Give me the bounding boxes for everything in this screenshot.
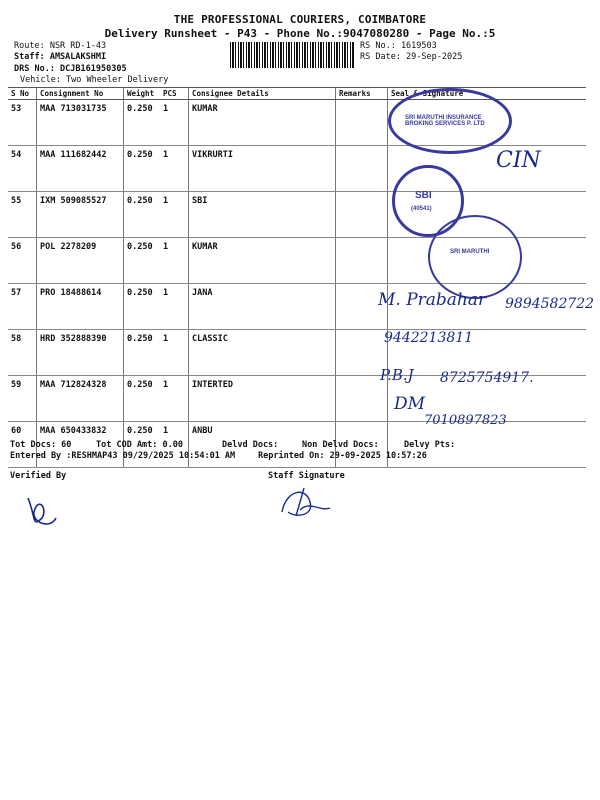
serial-number: 54 — [8, 146, 37, 192]
weight-value: 0.250 — [124, 146, 161, 192]
consignment-number: MAA 712824328 — [37, 376, 124, 422]
column-header: Seal & Signature — [388, 88, 587, 100]
consignment-number: IXM 509085527 — [37, 192, 124, 238]
pieces-count: 1 — [160, 330, 189, 376]
non-delivered-docs: Non Delvd Docs: — [302, 440, 379, 450]
handwritten-signature: M. Prabahar — [378, 290, 487, 310]
serial-number: 57 — [8, 284, 37, 330]
delivered-docs: Delvd Docs: — [222, 440, 279, 450]
verified-by-label: Verified By — [10, 471, 67, 481]
consignment-number: MAA 650433832 — [37, 422, 124, 468]
serial-number: 59 — [8, 376, 37, 422]
serial-number: 58 — [8, 330, 37, 376]
pieces-count: 1 — [160, 146, 189, 192]
pieces-count: 1 — [160, 192, 189, 238]
handwritten-signature: DM — [394, 394, 426, 414]
weight-value: 0.250 — [124, 376, 161, 422]
stamp-text: SRI MARUTHI — [450, 249, 490, 255]
consignee-name: CLASSIC — [189, 330, 336, 376]
handwritten-phone: 9894582722 — [505, 296, 595, 312]
weight-value: 0.250 — [124, 192, 161, 238]
rs-date: RS Date: 29-Sep-2025 — [360, 52, 463, 62]
consignment-number: MAA 111682442 — [37, 146, 124, 192]
pieces-count: 1 — [160, 100, 189, 146]
runsheet-subtitle: Delivery Runsheet - P43 - Phone No.:9047080280 - Page No.:5 — [104, 27, 496, 40]
pieces-count: 1 — [160, 238, 189, 284]
weight-value: 0.250 — [124, 284, 161, 330]
column-header: Weight — [124, 88, 161, 100]
consignment-number: PRO 18488614 — [37, 284, 124, 330]
serial-number: 53 — [8, 100, 37, 146]
handwritten-signature: P.B.J — [380, 366, 414, 384]
barcode-image — [230, 42, 355, 68]
staff-info: Staff: AMSALAKSHMI — [14, 52, 107, 62]
consignee-name: ANBU — [189, 422, 336, 468]
serial-number: 56 — [8, 238, 37, 284]
total-docs: Tot Docs: 60 — [10, 440, 72, 450]
drs-info: DRS No.: DCJB161950305 — [14, 64, 127, 74]
total-cod-amount: Tot COD Amt: 0.00 — [96, 440, 183, 450]
consignment-number: MAA 713031735 — [37, 100, 124, 146]
pieces-count: 1 — [160, 376, 189, 422]
column-header: S No — [8, 88, 37, 100]
table-header-row — [8, 88, 586, 100]
stamp-text: SRI MARUTHI INSURANCE BROKING SERVICES P. LTD — [405, 115, 485, 127]
consignee-name: VIKRURTI — [189, 146, 336, 192]
remarks-cell — [336, 100, 388, 146]
remarks-cell — [336, 192, 388, 238]
route-info: Route: NSR RD-1-43 — [14, 41, 107, 51]
company-seal-stamp — [388, 88, 512, 154]
entered-by: Entered By :RESHMAP43 09/29/2025 10:54:01 AM — [10, 451, 236, 461]
column-header: Consignee Details — [189, 88, 336, 100]
staff-signature — [276, 482, 336, 524]
staff-signature-label: Staff Signature — [268, 471, 345, 481]
remarks-cell — [336, 238, 388, 284]
serial-number: 60 — [8, 422, 37, 468]
column-header: Consignment No — [37, 88, 124, 100]
weight-value: 0.250 — [124, 100, 161, 146]
serial-number: 55 — [8, 192, 37, 238]
column-header: PCS — [160, 88, 189, 100]
consignee-name: SBI — [189, 192, 336, 238]
pieces-count: 1 — [160, 284, 189, 330]
consignee-name: INTERTED — [189, 376, 336, 422]
column-header: Remarks — [336, 88, 388, 100]
rs-number: RS No.: 1619503 — [360, 41, 437, 51]
weight-value: 0.250 — [124, 238, 161, 284]
weight-value: 0.250 — [124, 330, 161, 376]
consignee-name: JANA — [189, 284, 336, 330]
weight-value: 0.250 — [124, 422, 161, 468]
vehicle-info: Vehicle: Two Wheeler Delivery — [20, 75, 169, 85]
reprinted-on: Reprinted On: 29-09-2025 10:57:26 — [258, 451, 427, 461]
consignment-number: HRD 352888390 — [37, 330, 124, 376]
handwritten-phone: 8725754917. — [440, 370, 534, 386]
stamp-code: (40541) — [411, 206, 432, 212]
remarks-cell — [336, 146, 388, 192]
consignee-name: KUMAR — [189, 238, 336, 284]
handwritten-phone: 9442213811 — [384, 330, 474, 346]
handwritten-phone: 7010897823 — [424, 413, 507, 428]
verifier-signature — [22, 488, 62, 534]
company-title: THE PROFESSIONAL COURIERS, COIMBATORE — [173, 13, 427, 26]
table-row — [8, 330, 586, 376]
company-seal-stamp — [428, 215, 522, 299]
pieces-count: 1 — [160, 422, 189, 468]
stamp-text: SBI — [415, 190, 432, 201]
handwritten-note: CIN — [496, 148, 541, 173]
consignee-name: KUMAR — [189, 100, 336, 146]
consignment-number: POL 2278209 — [37, 238, 124, 284]
delivery-points: Delvy Pts: — [404, 440, 456, 450]
